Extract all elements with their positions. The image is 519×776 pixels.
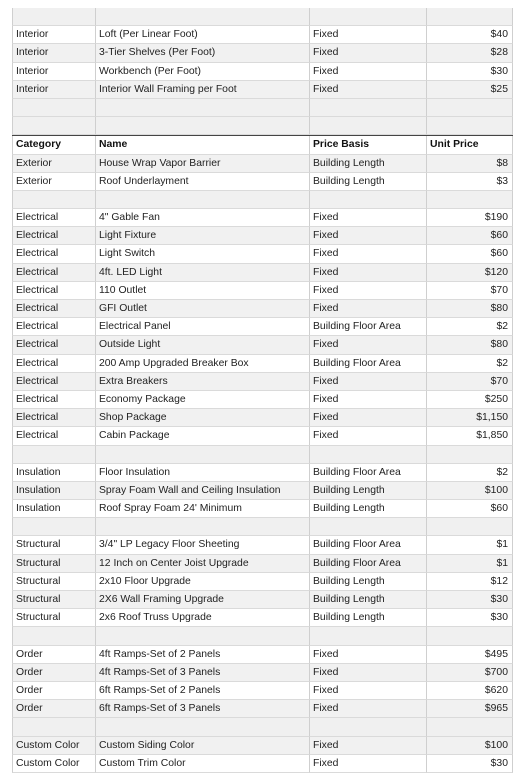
category-cell[interactable]: Electrical <box>12 245 96 263</box>
basis-cell[interactable]: Building Floor Area <box>310 318 427 336</box>
empty-cell[interactable] <box>12 99 96 117</box>
basis-cell[interactable]: Fixed <box>310 391 427 409</box>
basis-cell[interactable]: Fixed <box>310 373 427 391</box>
blank-row <box>12 191 513 209</box>
basis-cell[interactable]: Building Length <box>310 609 427 627</box>
basis-cell[interactable]: Fixed <box>310 81 427 99</box>
category-cell[interactable]: Insulation <box>12 482 96 500</box>
price-cell[interactable]: $190 <box>427 209 513 227</box>
empty-cell[interactable] <box>427 117 513 135</box>
table-row <box>12 609 513 627</box>
empty-cell[interactable] <box>12 117 96 135</box>
category-cell[interactable]: Order <box>12 646 96 664</box>
column-header-category[interactable]: Category <box>12 136 96 154</box>
price-cell[interactable]: $80 <box>427 336 513 354</box>
price-cell[interactable]: $30 <box>427 755 513 773</box>
table-row <box>12 464 513 482</box>
price-cell[interactable]: $60 <box>427 227 513 245</box>
price-cell[interactable]: $30 <box>427 591 513 609</box>
name-cell[interactable]: 2X6 Wall Framing Upgrade <box>96 591 310 609</box>
name-cell[interactable]: 4ft Ramps-Set of 3 Panels <box>96 664 310 682</box>
empty-cell[interactable] <box>12 518 96 536</box>
empty-cell[interactable] <box>96 191 310 209</box>
empty-cell[interactable] <box>96 718 310 736</box>
basis-cell[interactable]: Fixed <box>310 737 427 755</box>
table-row <box>12 682 513 700</box>
table-row <box>12 555 513 573</box>
price-cell[interactable]: $25 <box>427 81 513 99</box>
table-row <box>12 209 513 227</box>
category-cell[interactable]: Order <box>12 664 96 682</box>
name-cell[interactable]: Custom Siding Color <box>96 737 310 755</box>
price-cell[interactable]: $495 <box>427 646 513 664</box>
price-cell[interactable]: $1 <box>427 536 513 554</box>
blank-row <box>12 446 513 464</box>
basis-cell[interactable]: Building Floor Area <box>310 555 427 573</box>
name-cell[interactable]: 3-Tier Shelves (Per Foot) <box>96 44 310 62</box>
blank-row <box>12 718 513 736</box>
empty-cell[interactable] <box>310 446 427 464</box>
basis-cell[interactable]: Fixed <box>310 700 427 718</box>
price-cell[interactable]: $120 <box>427 264 513 282</box>
category-cell[interactable]: Electrical <box>12 391 96 409</box>
name-cell[interactable]: 4" Gable Fan <box>96 209 310 227</box>
table-row <box>12 536 513 554</box>
price-cell[interactable]: $80 <box>427 300 513 318</box>
category-cell[interactable]: Interior <box>12 81 96 99</box>
table-row <box>12 63 513 81</box>
name-cell[interactable]: 4ft Ramps-Set of 2 Panels <box>96 646 310 664</box>
basis-cell[interactable]: Building Length <box>310 573 427 591</box>
category-cell[interactable]: Electrical <box>12 355 96 373</box>
basis-cell[interactable]: Fixed <box>310 646 427 664</box>
empty-cell[interactable] <box>310 99 427 117</box>
name-cell[interactable]: Outside Light <box>96 336 310 354</box>
category-cell[interactable]: Electrical <box>12 209 96 227</box>
category-cell[interactable]: Custom Color <box>12 755 96 773</box>
category-cell[interactable]: Interior <box>12 63 96 81</box>
price-cell[interactable]: $100 <box>427 482 513 500</box>
table-row <box>12 336 513 354</box>
category-cell[interactable]: Electrical <box>12 427 96 445</box>
name-cell[interactable]: Custom Trim Color <box>96 755 310 773</box>
price-cell[interactable]: $3 <box>427 173 513 191</box>
basis-cell[interactable]: Fixed <box>310 755 427 773</box>
category-cell[interactable]: Order <box>12 682 96 700</box>
category-cell[interactable]: Electrical <box>12 336 96 354</box>
price-cell[interactable]: $2 <box>427 464 513 482</box>
price-cell[interactable]: $30 <box>427 63 513 81</box>
basis-cell[interactable]: Fixed <box>310 209 427 227</box>
empty-cell[interactable] <box>427 718 513 736</box>
empty-cell[interactable] <box>310 117 427 135</box>
category-cell[interactable]: Electrical <box>12 264 96 282</box>
table-row <box>12 591 513 609</box>
table-row <box>12 355 513 373</box>
category-cell[interactable]: Electrical <box>12 409 96 427</box>
name-cell[interactable]: 4ft. LED Light <box>96 264 310 282</box>
empty-cell[interactable] <box>96 518 310 536</box>
name-cell[interactable]: Workbench (Per Foot) <box>96 63 310 81</box>
name-cell[interactable]: 110 Outlet <box>96 282 310 300</box>
price-cell[interactable]: $70 <box>427 282 513 300</box>
column-header-price-basis[interactable]: Price Basis <box>310 136 427 154</box>
price-cell[interactable]: $1,150 <box>427 409 513 427</box>
category-cell[interactable]: Exterior <box>12 173 96 191</box>
basis-cell[interactable]: Fixed <box>310 664 427 682</box>
table-row <box>12 173 513 191</box>
category-cell[interactable]: Structural <box>12 573 96 591</box>
price-cell[interactable]: $620 <box>427 682 513 700</box>
table-row <box>12 427 513 445</box>
price-cell[interactable]: $250 <box>427 391 513 409</box>
basis-cell[interactable]: Fixed <box>310 26 427 44</box>
name-cell[interactable]: Cabin Package <box>96 427 310 445</box>
table-row <box>12 755 513 773</box>
table-row <box>12 409 513 427</box>
basis-cell[interactable]: Fixed <box>310 227 427 245</box>
price-cell[interactable]: $28 <box>427 44 513 62</box>
category-cell[interactable]: Structural <box>12 591 96 609</box>
basis-cell[interactable]: Building Length <box>310 500 427 518</box>
price-cell[interactable]: $12 <box>427 573 513 591</box>
empty-cell[interactable] <box>427 518 513 536</box>
basis-cell[interactable]: Fixed <box>310 427 427 445</box>
empty-cell[interactable] <box>12 191 96 209</box>
name-cell[interactable]: Floor Insulation <box>96 464 310 482</box>
name-cell[interactable]: Spray Foam Wall and Ceiling Insulation <box>96 482 310 500</box>
price-cell[interactable]: $40 <box>427 26 513 44</box>
category-cell[interactable]: Electrical <box>12 282 96 300</box>
name-cell[interactable]: Light Fixture <box>96 227 310 245</box>
basis-cell[interactable]: Fixed <box>310 264 427 282</box>
table-row <box>12 700 513 718</box>
category-cell[interactable]: Insulation <box>12 464 96 482</box>
table-row <box>12 646 513 664</box>
category-cell[interactable]: Electrical <box>12 300 96 318</box>
name-cell[interactable]: Roof Spray Foam 24' Minimum <box>96 500 310 518</box>
basis-cell[interactable]: Fixed <box>310 282 427 300</box>
empty-cell[interactable] <box>12 8 96 26</box>
empty-cell[interactable] <box>310 8 427 26</box>
name-cell[interactable]: Extra Breakers <box>96 373 310 391</box>
name-cell[interactable]: 6ft Ramps-Set of 3 Panels <box>96 700 310 718</box>
category-cell[interactable]: Structural <box>12 555 96 573</box>
price-cell[interactable]: $60 <box>427 245 513 263</box>
empty-cell[interactable] <box>310 191 427 209</box>
table-row <box>12 664 513 682</box>
table-row <box>12 500 513 518</box>
basis-cell[interactable]: Fixed <box>310 63 427 81</box>
table-row <box>12 26 513 44</box>
empty-cell[interactable] <box>427 446 513 464</box>
price-cell[interactable]: $2 <box>427 355 513 373</box>
price-cell[interactable]: $8 <box>427 155 513 173</box>
blank-row <box>12 8 513 26</box>
name-cell[interactable]: 3/4" LP Legacy Floor Sheeting <box>96 536 310 554</box>
price-sheet <box>12 8 513 773</box>
table-row <box>12 373 513 391</box>
name-cell[interactable]: GFI Outlet <box>96 300 310 318</box>
name-cell[interactable]: Shop Package <box>96 409 310 427</box>
price-cell[interactable]: $700 <box>427 664 513 682</box>
empty-cell[interactable] <box>12 718 96 736</box>
basis-cell[interactable]: Building Length <box>310 482 427 500</box>
empty-cell[interactable] <box>427 8 513 26</box>
blank-row <box>12 518 513 536</box>
basis-cell[interactable]: Fixed <box>310 44 427 62</box>
category-cell[interactable]: Structural <box>12 609 96 627</box>
name-cell[interactable]: 2x10 Floor Upgrade <box>96 573 310 591</box>
name-cell[interactable]: 200 Amp Upgraded Breaker Box <box>96 355 310 373</box>
table-row <box>12 245 513 263</box>
category-cell[interactable]: Interior <box>12 44 96 62</box>
category-cell[interactable]: Exterior <box>12 155 96 173</box>
basis-cell[interactable]: Building Floor Area <box>310 355 427 373</box>
column-header-unit-price[interactable]: Unit Price <box>427 136 513 154</box>
table-row <box>12 300 513 318</box>
empty-cell[interactable] <box>96 446 310 464</box>
empty-cell[interactable] <box>310 627 427 645</box>
table-row <box>12 155 513 173</box>
name-cell[interactable]: Roof Underlayment <box>96 173 310 191</box>
empty-cell[interactable] <box>427 627 513 645</box>
table-row <box>12 81 513 99</box>
category-cell[interactable]: Electrical <box>12 227 96 245</box>
empty-cell[interactable] <box>427 191 513 209</box>
basis-cell[interactable]: Fixed <box>310 300 427 318</box>
price-cell[interactable]: $1,850 <box>427 427 513 445</box>
empty-cell[interactable] <box>96 8 310 26</box>
name-cell[interactable]: Economy Package <box>96 391 310 409</box>
price-cell[interactable]: $60 <box>427 500 513 518</box>
price-cell[interactable]: $30 <box>427 609 513 627</box>
empty-cell[interactable] <box>427 99 513 117</box>
category-cell[interactable]: Electrical <box>12 373 96 391</box>
price-cell[interactable]: $2 <box>427 318 513 336</box>
basis-cell[interactable]: Building Length <box>310 155 427 173</box>
table-row <box>12 227 513 245</box>
category-cell[interactable]: Structural <box>12 536 96 554</box>
price-cell[interactable]: $965 <box>427 700 513 718</box>
empty-cell[interactable] <box>310 718 427 736</box>
name-cell[interactable]: 6ft Ramps-Set of 2 Panels <box>96 682 310 700</box>
empty-cell[interactable] <box>96 627 310 645</box>
table-row <box>12 318 513 336</box>
basis-cell[interactable]: Fixed <box>310 682 427 700</box>
price-cell[interactable]: $1 <box>427 555 513 573</box>
blank-row <box>12 627 513 645</box>
basis-cell[interactable]: Building Length <box>310 173 427 191</box>
price-cell[interactable]: $100 <box>427 737 513 755</box>
name-cell[interactable]: 2x6 Roof Truss Upgrade <box>96 609 310 627</box>
empty-cell[interactable] <box>12 446 96 464</box>
table-row <box>12 44 513 62</box>
name-cell[interactable]: Electrical Panel <box>96 318 310 336</box>
name-cell[interactable]: Interior Wall Framing per Foot <box>96 81 310 99</box>
empty-cell[interactable] <box>96 117 310 135</box>
column-header-name[interactable]: Name <box>96 136 310 154</box>
category-cell[interactable]: Custom Color <box>12 737 96 755</box>
table-row <box>12 282 513 300</box>
category-cell[interactable]: Interior <box>12 26 96 44</box>
blank-row <box>12 117 513 135</box>
table-row <box>12 573 513 591</box>
table-row <box>12 391 513 409</box>
basis-cell[interactable]: Building Length <box>310 591 427 609</box>
basis-cell[interactable]: Fixed <box>310 336 427 354</box>
name-cell[interactable]: Light Switch <box>96 245 310 263</box>
table-row <box>12 264 513 282</box>
price-cell[interactable]: $70 <box>427 373 513 391</box>
name-cell[interactable]: Loft (Per Linear Foot) <box>96 26 310 44</box>
table-row <box>12 482 513 500</box>
name-cell[interactable]: House Wrap Vapor Barrier <box>96 155 310 173</box>
basis-cell[interactable]: Fixed <box>310 409 427 427</box>
table-row <box>12 737 513 755</box>
header-row <box>12 135 513 154</box>
basis-cell[interactable]: Building Floor Area <box>310 464 427 482</box>
blank-row <box>12 99 513 117</box>
category-cell[interactable]: Order <box>12 700 96 718</box>
empty-cell[interactable] <box>310 518 427 536</box>
category-cell[interactable]: Insulation <box>12 500 96 518</box>
category-cell[interactable]: Electrical <box>12 318 96 336</box>
empty-cell[interactable] <box>96 99 310 117</box>
empty-cell[interactable] <box>12 627 96 645</box>
basis-cell[interactable]: Fixed <box>310 245 427 263</box>
name-cell[interactable]: 12 Inch on Center Joist Upgrade <box>96 555 310 573</box>
basis-cell[interactable]: Building Floor Area <box>310 536 427 554</box>
